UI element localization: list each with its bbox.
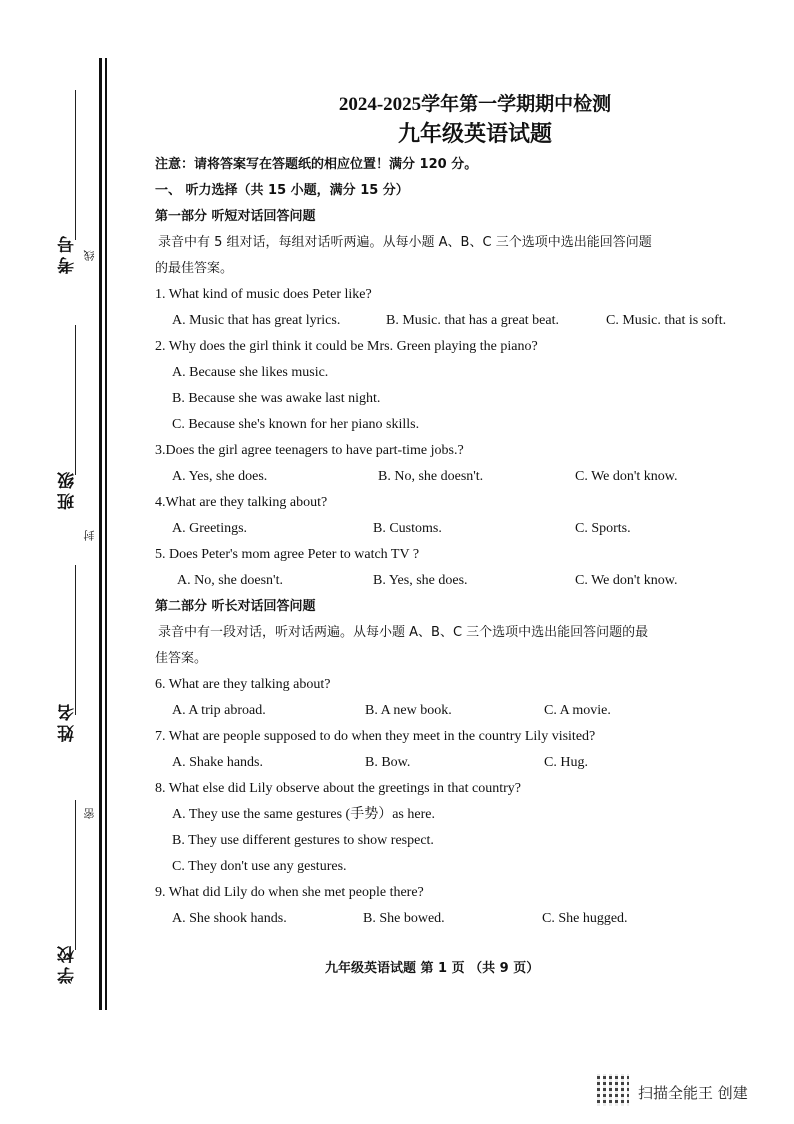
- binding-line-thin: [105, 58, 107, 1010]
- option-c: C. A movie.: [544, 703, 611, 718]
- option-a: A. Yes, she does.: [172, 469, 268, 484]
- option-a: A. Because she likes music.: [172, 365, 329, 380]
- question-8: 8. What else did Lily observe about the greetings in that country?: [155, 781, 521, 796]
- option-a: A. They use the same gestures (手势）as here.: [172, 807, 435, 822]
- option-a: A. No, she doesn't.: [177, 573, 283, 588]
- option-a: A. Music that has great lyrics.: [172, 313, 341, 328]
- binding-line-thick: [99, 58, 102, 1010]
- part2-instruction-1: 录音中有一段对话，听对话两遍。从每小题 A、B、C 三个选项中选出能回答问题的最: [158, 625, 649, 640]
- part1-instruction-1: 录音中有 5 组对话，每组对话听两遍。从每小题 A、B、C 三个选项中选出能回答问题: [158, 235, 652, 250]
- question-7-options: [155, 750, 755, 776]
- question-3: 3.Does the girl agree teenagers to have part-time jobs.?: [155, 443, 464, 458]
- question-9-options: [155, 906, 755, 932]
- field-line-school: [75, 800, 76, 950]
- part2-title: 第二部分 听长对话回答问题: [155, 599, 316, 614]
- option-c: C. They don't use any gestures.: [172, 859, 347, 874]
- option-a: A. Greetings.: [172, 521, 248, 536]
- option-b: B. She bowed.: [363, 911, 445, 926]
- question-9: 9. What did Lily do when she met people there?: [155, 885, 424, 900]
- option-c: C. She hugged.: [542, 911, 628, 926]
- field-line-exam-number: [75, 90, 76, 240]
- option-b: B. Music. that has a great beat.: [386, 313, 560, 328]
- option-c: C. Sports.: [575, 521, 631, 536]
- section-heading: 一、 听力选择（共 15 小题，满分 15 分）: [155, 183, 409, 198]
- option-b: B. Yes, she does.: [373, 573, 468, 588]
- part1-title: 第一部分 听短对话回答问题: [155, 209, 316, 224]
- seal-mark-seal: 封: [83, 530, 96, 541]
- field-label-class: 班级: [58, 468, 78, 510]
- part1-instruction-2: 的最佳答案。: [155, 261, 234, 276]
- option-c: C. We don't know.: [575, 469, 678, 484]
- scanner-watermark: 扫描全能王 创建: [638, 1084, 748, 1102]
- option-a: A. She shook hands.: [172, 911, 287, 926]
- option-a: A. Shake hands.: [172, 755, 263, 770]
- question-6: 6. What are they talking about?: [155, 677, 331, 692]
- question-3-options: [155, 464, 755, 490]
- option-b: B. Customs.: [373, 521, 442, 536]
- field-label-exam-number: 考号: [58, 232, 78, 274]
- seal-mark-line: 线: [83, 250, 96, 261]
- field-label-school: 学校: [58, 942, 78, 984]
- option-b: B. Bow.: [365, 755, 411, 770]
- page-footer: 九年级英语试题 第 1 页 （共 9 页）: [325, 961, 540, 976]
- seal-mark-secret: 密: [83, 808, 96, 819]
- option-b: B. Because she was awake last night.: [172, 391, 381, 406]
- question-4-options: [155, 516, 755, 542]
- qr-code-icon: [597, 1074, 629, 1106]
- question-4: 4.What are they talking about?: [155, 495, 328, 510]
- notice: 注意：请将答案写在答题纸的相应位置！满分 120 分。: [155, 157, 478, 172]
- option-b: B. No, she doesn't.: [378, 469, 484, 484]
- option-c: C. Because she's known for her piano skills.: [172, 417, 420, 432]
- part2-instruction-2: 佳答案。: [155, 651, 208, 666]
- question-2: 2. Why does the girl think it could be Mrs. Green playing the piano?: [155, 339, 538, 354]
- question-1-options: [155, 308, 755, 334]
- question-6-options: [155, 698, 755, 724]
- question-1: 1. What kind of music does Peter like?: [155, 287, 372, 302]
- option-b: B. A new book.: [365, 703, 452, 718]
- question-5-options: [155, 568, 755, 594]
- exam-title: 2024-2025学年第一学期期中检测: [338, 94, 612, 115]
- exam-subject: 九年级英语试题: [397, 122, 552, 147]
- field-line-class: [75, 325, 76, 475]
- option-c: C. We don't know.: [575, 573, 678, 588]
- option-a: A. A trip abroad.: [172, 703, 266, 718]
- option-c: C. Music. that is soft.: [606, 313, 727, 328]
- option-b: B. They use different gestures to show respect.: [172, 833, 434, 848]
- exam-content: [155, 92, 755, 932]
- question-7: 7. What are people supposed to do when they meet in the country Lily visited?: [155, 729, 596, 744]
- field-label-name: 姓名: [58, 700, 78, 742]
- question-5: 5. Does Peter's mom agree Peter to watch TV ?: [155, 547, 420, 562]
- option-c: C. Hug.: [544, 755, 588, 770]
- field-line-name: [75, 565, 76, 715]
